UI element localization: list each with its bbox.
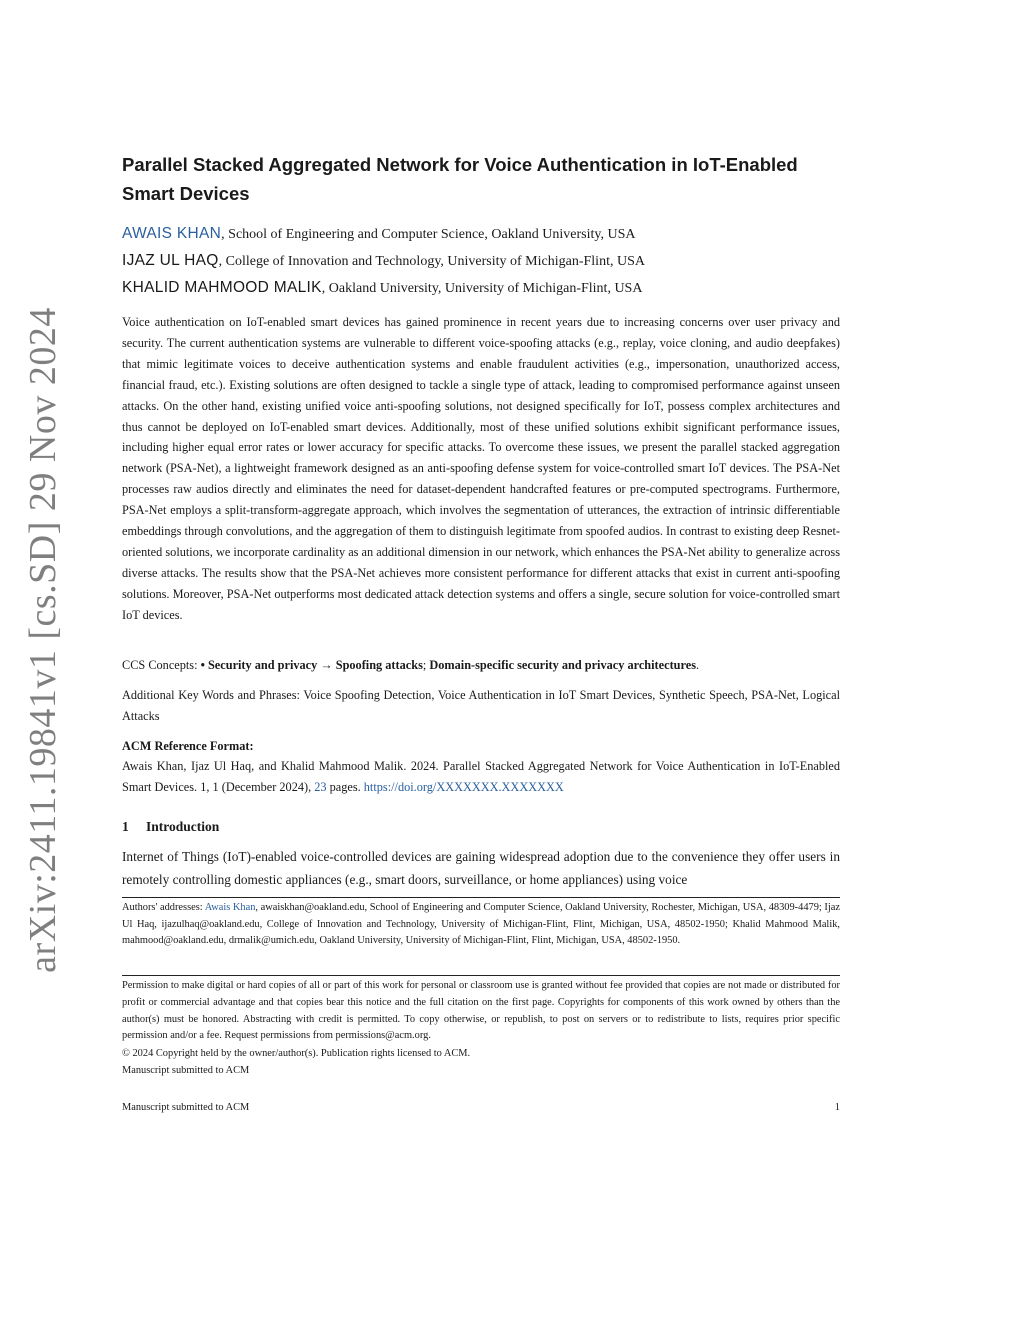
ccs-concept: Security and privacy — [207, 658, 318, 672]
footnote-text: , awaiskhan@oakland.edu, School of Engineering and Computer Science, Oakland University, Rochester, Michigan, USA, 48309-4479; Ijaz Ul Haq, ijazulhaq@oakland.edu, College of Innovation and Technology, University of Michigan-Flint, Flint, Michigan, USA, 48502-1950; Khalid Mahmood Malik, mahmood@oakland.edu, drmalik@umich.edu, Oakland University, University of Michigan-Flint, Flint, Michigan, USA, 48502-1950. — [122, 902, 840, 946]
reference-heading: ACM Reference Format: — [122, 739, 254, 753]
intro-paragraph: Internet of Things (IoT)-enabled voice-controlled devices are gaining widespread adoption due to the convenience they offer users in remotely controlling domestic appliances (e.g., smart doors, surveillance, or home appliances) using voice — [122, 849, 840, 887]
pages-link[interactable]: 23 — [314, 780, 327, 794]
ccs-arrow: → — [317, 658, 336, 672]
author-entry — [122, 223, 840, 250]
author-affiliation: , Oakland University, University of Michigan-Flint, USA — [321, 281, 643, 296]
ccs-separator: ; — [422, 658, 430, 672]
abstract: Voice authentication on IoT-enabled smart devices has gained prominence in recent years due to increasing concerns over user privacy and security. The current authentication systems are vulnerable to different voice-spoofing attacks (e.g., replay, voice cloning, and audio deepfakes) that mimic legitimate voices to deceive authentication systems and enable fraudulent activities (e.g., impersonation, unauthorized access, financial fraud, etc.). Existing solutions are often designed to tackle a single type of attack, leading to compromised performance against unseen attacks. On the other hand, existing unified voice anti-spoofing solutions, not designed specifically for IoT, possess complex architectures and thus cannot be deployed on IoT-enabled smart devices. Additionally, most of these unified solutions exhibit significant performance issues, including higher equal error rates or lower accuracy for specific attacks. To overcome these issues, we present the parallel stacked aggregation network (PSA-Net), a lightweight framework designed as an anti-spoofing defense system for voice-controlled smart IoT devices. The PSA-Net processes raw audios directly and eliminates the need for dataset-dependent handcrafted features or pre-computed spectrograms. Furthermore, PSA-Net employs a split-transform-aggregate approach, which involves the segmentation of utterances, the extraction of intrinsic differentiable embeddings through convolutions, and the aggregation of them to distinguish legitimate from spoofed audios. In contrast to existing deep Resnet-oriented solutions, we incorporate cardinality as an additional dimension in our network, which enhances the PSA-Net ability to generalize across diverse attacks. The results show that the PSA-Net achieves more consistent performance for different attacks that exist in current anti-spoofing solutions. Moreover, PSA-Net outperforms most dedicated attack detection systems and offers a single, secure solution for voice-controlled smart IoT devices. — [122, 315, 840, 622]
keywords: Additional Key Words and Phrases: Voice Spoofing Detection, Voice Authentication in IoT Smart Devices, Synthetic Speech, PSA-Net, Logical Attacks — [122, 688, 840, 723]
page-number: 1 — [834, 1102, 840, 1113]
authors-addresses — [122, 900, 840, 950]
section-number: 1 — [122, 819, 129, 834]
permission-notice: Permission to make digital or hard copies of all or part of this work for personal or classroom use is granted without fee provided that copies are not made or distributed for profit or commercial advantage and that copies bear this notice and the full citation on the first page. Copyrights for components of this work owned by others than the author(s) must be honored. Abstracting with credit is permitted. To copy otherwise, or republish, to post on servers or to redistribute to lists, requires prior specific permission and/or a fee. Request permissions from permissions@acm.org. — [122, 980, 840, 1042]
copyright-line: © 2024 Copyright held by the owner/author(s). Publication rights licensed to ACM. — [122, 1048, 471, 1059]
ccs-concept: Spoofing attacks — [335, 658, 423, 672]
reference-text: Awais Khan, Ijaz Ul Haq, and Khalid Mahmood Malik. 2024. Parallel Stacked Aggregated Network for Voice Authentication in IoT-Enabled Smart Devices. 1, 1 (December 2024), — [122, 759, 840, 794]
ccs-label: CCS Concepts: — [122, 658, 201, 672]
paper-title: Parallel Stacked Aggregated Network for Voice Authentication in IoT-Enabled Smart Devices — [122, 154, 798, 204]
doi-link[interactable]: https://doi.org/XXXXXXX.XXXXXXX — [363, 780, 564, 794]
section-title: Introduction — [146, 819, 220, 834]
reference-format — [122, 756, 840, 798]
ccs-bullet: • — [200, 658, 208, 672]
page-footer — [122, 1100, 840, 1116]
ccs-concepts — [122, 655, 840, 675]
footer-left: Manuscript submitted to ACM — [122, 1102, 250, 1113]
permission-divider — [122, 975, 840, 976]
author-list — [122, 223, 840, 304]
author-name: IJAZ UL HAQ — [122, 252, 219, 269]
author-address-link[interactable]: Awais Khan — [204, 902, 256, 913]
footnote-prefix: Authors' addresses: — [122, 902, 205, 913]
footnote-divider — [122, 897, 840, 898]
arxiv-stamp: arXiv:2411.19841v1 [cs.SD] 29 Nov 2024 — [22, 307, 64, 973]
author-entry — [122, 250, 840, 277]
manuscript-note: Manuscript submitted to ACM — [122, 1065, 250, 1076]
author-entry — [122, 277, 840, 304]
ccs-end: . — [695, 658, 700, 672]
author-affiliation: , College of Innovation and Technology, University of Michigan-Flint, USA — [218, 254, 645, 269]
section-heading — [122, 817, 219, 837]
arxiv-sidebar — [8, 307, 78, 973]
author-name: KHALID MAHMOOD MALIK — [122, 279, 322, 296]
author-name-link[interactable]: AWAIS KHAN — [122, 225, 222, 242]
ccs-concept: Domain-specific security and privacy architectures — [429, 658, 696, 672]
pages-suffix: pages. — [326, 780, 364, 794]
author-affiliation: , School of Engineering and Computer Science, Oakland University, USA — [221, 227, 636, 242]
